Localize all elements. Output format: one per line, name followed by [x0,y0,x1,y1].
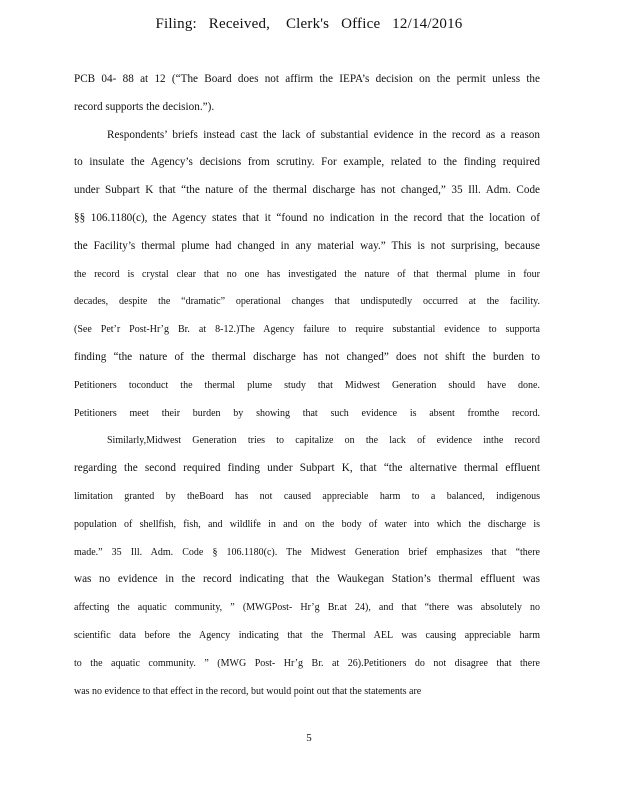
text-line: finding “the nature of the thermal discharge has not changed” does not shift the burden to [74,350,540,363]
text-line: Petitioners toconduct the thermal plume study that Midwest Generation should have done. [74,379,540,391]
text-line: (See Pet’r Post-Hr’g Br. at 8-12.)The Agency failure to require substantial evidence to supporta [74,324,540,336]
text-line: §§ 106.1180(c), the Agency states that it “found no indication in the record that the location of [74,211,540,224]
text-line: population of shellfish, fish, and wildlife in and on the body of water into which the discharge is [74,518,540,530]
header-office: Office [341,16,381,32]
text-line: made.” 35 Ill. Adm. Code § 106.1180(c). The Midwest Generation brief emphasizes that “there [74,546,540,558]
text-line: Similarly,Midwest Generation tries to capitalize on the lack of evidence inthe record [107,435,540,447]
header-date: 12/14/2016 [392,16,463,32]
text-line: was no evidence to that effect in the record, but would point out that the statements are [74,685,422,697]
text-line: was no evidence in the record indicating that the Waukegan Station’s thermal effluent was [74,573,540,586]
text-line: Petitioners meet their burden by showing that such evidence is absent fromthe record. [74,407,540,419]
text-line: regarding the second required finding under Subpart K, that “the alternative thermal effluent [74,462,540,475]
body-text [74,66,540,705]
text-line: limitation granted by theBoard has not caused appreciable harm to a balanced, indigenous [74,490,540,502]
page-number: 5 [306,732,312,744]
text-line: the record is crystal clear that no one has investigated the nature of that thermal plume in four [74,268,540,280]
filing-header [0,16,618,33]
text-line: PCB 04- 88 at 12 (“The Board does not affirm the IEPA’s decision on the permit unless the [74,73,540,85]
text-line: record supports the decision.”). [74,100,215,113]
header-received: Received, [208,16,271,32]
text-line: scientific data before the Agency indicating that the Thermal AEL was causing appreciable harm [74,629,540,641]
header-clerks: Clerk's [285,16,330,32]
text-line: to the aquatic community. ” (MWG Post- Hr’g Br. at 26).Petitioners do not disagree that there [74,657,540,669]
text-line: affecting the aquatic community, ” (MWGPost- Hr’g Br.at 24), and that “there was absolutely no [74,602,540,614]
text-line: under Subpart K that “the nature of the thermal discharge has not changed,” 35 Ill. Adm. Code [74,184,540,197]
header-filing: Filing: [155,16,197,32]
text-line: to insulate the Agency’s decisions from scrutiny. For example, related to the finding required [74,156,540,169]
text-line: the Facility’s thermal plume had changed in any material way.” This is not surprising, because [74,239,540,252]
text-line: decades, despite the “dramatic” operational changes that undisputedly occurred at the facility. [74,296,540,308]
text-line: Respondents’ briefs instead cast the lack of substantial evidence in the record as a reason [107,128,540,141]
